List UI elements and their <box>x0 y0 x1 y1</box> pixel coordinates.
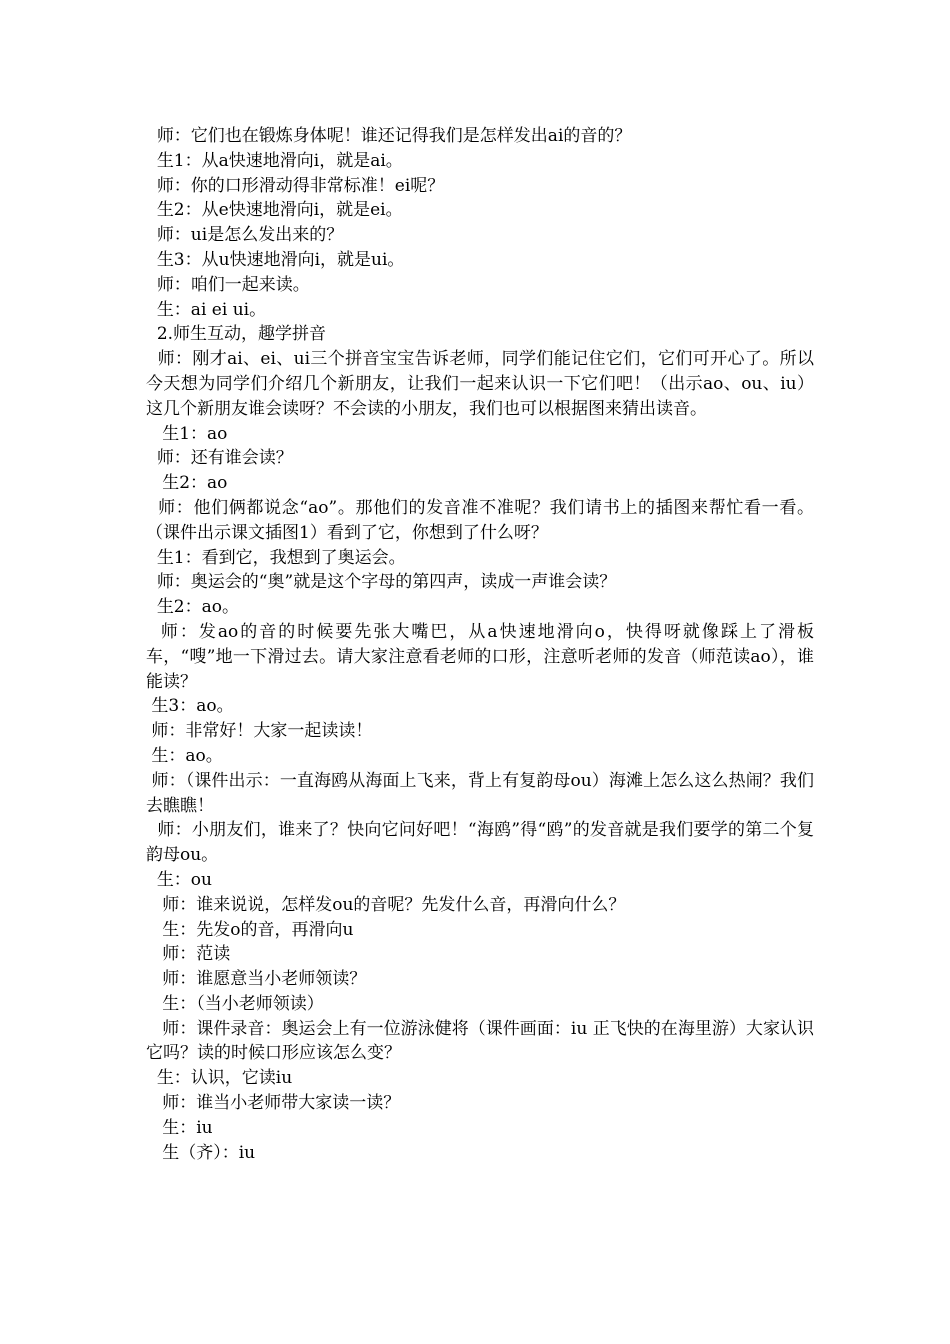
text-line: 师：非常好！大家一起读读！ <box>146 721 373 742</box>
text-line: 生1：ao <box>146 423 228 444</box>
text-line: 师：发ao的音的时候要先张大嘴巴，从a快速地滑向o，快得呀就像踩上了滑板车，“嗖”地一下滑过去。请大家注意看老师的口形，注意听老师的发音（师范读ao），谁能读？ <box>146 621 814 692</box>
text-line: 生：iu <box>146 1117 213 1138</box>
text-line: 生：ai ei ui。 <box>146 299 267 320</box>
text-line: 师：谁来说说，怎样发ou的音呢？先发什么音，再滑向什么？ <box>146 894 626 915</box>
text-line: 生2：ao <box>146 473 228 494</box>
text-line: 生：（当小老师领读） <box>146 993 324 1014</box>
text-line: 师：它们也在锻炼身体呢！谁还记得我们是怎样发出ai的音的？ <box>146 126 632 146</box>
text-line: 生3：ao。 <box>146 696 234 717</box>
text-line: 师：课件录音：奥运会上有一位游泳健将（课件画面：iu 正飞快的在海里游）大家认识它吗？读的时候口形应该怎么变？ <box>146 1018 814 1064</box>
text-line: 师：谁当小老师带大家读一读？ <box>146 1093 401 1114</box>
text-line: 师：他们俩都说念“ao”。那他们的发音准不准呢？我们请书上的插图来帮忙看一看。（课件出示课文插图1）看到了它，你想到了什么呀？ <box>146 497 814 543</box>
text-line: 生（齐）：iu <box>146 1142 256 1163</box>
text-line: 师：ui是怎么发出来的？ <box>146 225 344 246</box>
text-line: 生：认识，它读iu <box>146 1068 293 1089</box>
text-line: 师：奥运会的“奥”就是这个字母的第四声，读成一声谁会读？ <box>146 572 617 593</box>
section-heading: 2.师生互动，趣学拼音 <box>146 324 327 345</box>
text-line: 生2：ao。 <box>146 597 239 618</box>
text-line: 师：还有谁会读？ <box>146 448 293 469</box>
text-line: 师：范读 <box>146 944 231 965</box>
text-line: 师：小朋友们，谁来了？快向它问好吧！“海鸥”得“鸥”的发音就是我们要学的第二个复韵母ou。 <box>146 820 815 866</box>
text-line: 师：咱们一起来读。 <box>146 274 310 295</box>
lesson-transcript <box>146 124 814 1165</box>
text-line: 生1：看到它，我想到了奥运会。 <box>146 547 406 568</box>
text-line: 师：刚才ai、ei、ui三个拼音宝宝告诉老师，同学们能记住它们，它们可开心了。所以今天想为同学们介绍几个新朋友，让我们一起来认识一下它们吧！（出示ao、ou、iu）这几个新朋友谁会读呀？不会读的小朋友，我们也可以根据图来猜出读音。 <box>146 349 814 419</box>
text-line: 师：（课件出示：一直海鸥从海面上飞来，背上有复韵母ou）海滩上怎么这么热闹？我们去瞧瞧！ <box>146 770 815 816</box>
text-line: 生2：从e快速地滑向i，就是ei。 <box>146 200 403 221</box>
text-line: 生：先发o的音，再滑向u <box>146 919 354 940</box>
text-line: 生：ou <box>146 869 212 890</box>
text-line: 生1：从a快速地滑向i，就是ai。 <box>146 150 403 171</box>
text-line: 生3：从u快速地滑向i，就是ui。 <box>146 249 405 270</box>
text-line: 生：ao。 <box>146 745 223 766</box>
text-line: 师：你的口形滑动得非常标准！ei呢？ <box>146 175 445 196</box>
text-line: 师：谁愿意当小老师领读？ <box>146 969 367 990</box>
